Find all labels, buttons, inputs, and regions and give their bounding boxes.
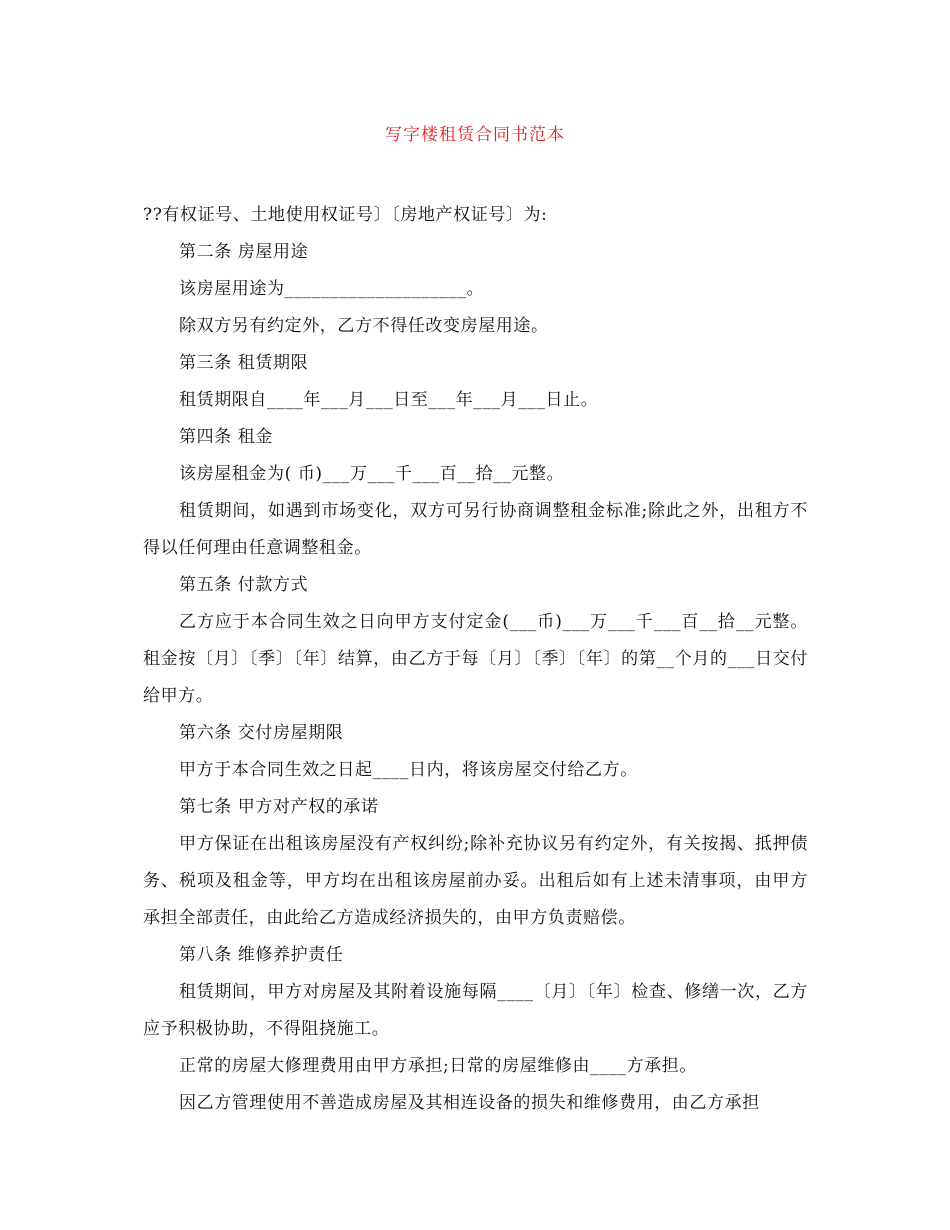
paragraph: 因乙方管理使用不善造成房屋及其相连设备的损失和维修费用，由乙方承担 xyxy=(179,1093,760,1113)
paragraph: 租赁期间，如遇到市场变化，双方可另行协商调整租金标准;除此之外，出租方不得以任何理由任意调整租金。 xyxy=(143,501,808,558)
article-5-heading: 第五条 付款方式 xyxy=(179,575,309,595)
article-8-heading: 第八条 维修养护责任 xyxy=(179,945,344,965)
paragraph: 甲方于本合同生效之日起____日内，将该房屋交付给乙方。 xyxy=(179,760,638,780)
article-3-heading: 第三条 租赁期限 xyxy=(179,353,309,373)
paragraph: 租赁期间，甲方对房屋及其附着设施每隔____〔月〕〔年〕检查、修缮一次，乙方应予积极协助，不得阻挠施工。 xyxy=(143,982,808,1039)
document-body xyxy=(143,197,808,1122)
paragraph: 乙方应于本合同生效之日向甲方支付定金(___币)___万___千___百__拾__元整。租金按〔月〕〔季〕〔年〕结算，由乙方于每〔月〕〔季〕〔年〕的第__个月的___日交付给甲方。 xyxy=(143,612,808,706)
article-2-heading: 第二条 房屋用途 xyxy=(179,242,309,262)
paragraph-intro: ??有权证号、土地使用权证号〕〔房地产权证号〕为: xyxy=(143,205,548,225)
paragraph: 该房屋用途为____________________。 xyxy=(179,279,485,299)
article-7-heading: 第七条 甲方对产权的承诺 xyxy=(179,797,379,817)
paragraph: 该房屋租金为( 币)___万___千___百__拾__元整。 xyxy=(179,464,565,484)
document-title: 写字楼租赁合同书范本 xyxy=(385,125,565,145)
paragraph: 除双方另有约定外，乙方不得任改变房屋用途。 xyxy=(179,316,549,336)
article-4-heading: 第四条 租金 xyxy=(179,427,274,447)
paragraph: 租赁期限自____年___月___日至___年___月___日止。 xyxy=(179,390,599,410)
paragraph: 甲方保证在出租该房屋没有产权纠纷;除补充协议另有约定外，有关按揭、抵押债务、税项及租金等，甲方均在出租该房屋前办妥。出租后如有上述未清事项，由甲方承担全部责任，由此给乙方造成经济损失的，由甲方负责赔偿。 xyxy=(143,834,808,928)
article-6-heading: 第六条 交付房屋期限 xyxy=(179,723,344,743)
paragraph: 正常的房屋大修理费用由甲方承担;日常的房屋维修由____方承担。 xyxy=(179,1056,697,1076)
